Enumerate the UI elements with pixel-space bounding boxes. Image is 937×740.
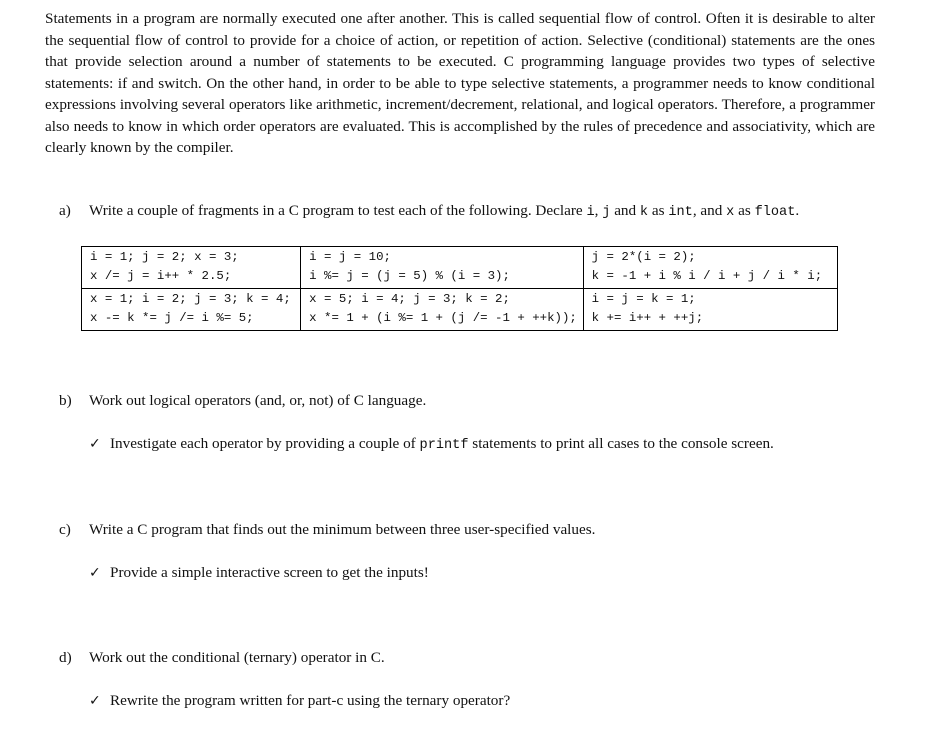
question-c-check-text: Provide a simple interactive screen to get the inputs! — [110, 564, 429, 581]
question-c-check-item — [89, 564, 429, 582]
intro-paragraph: Statements in a program are normally executed one after another. This is called sequential flow of control. Often it is desirable to alter the sequential flow of control to provide for a choice of action, or repetition of action. Selective (conditional) statements are the ones that provide selection around a number of statements to be executed. C programming language provides two types of selective statements: if and switch. On the other hand, in order to be able to type selective statements, a programmer needs to know conditional expressions involving several operators like arithmetic, increment/decrement, relational, and logical operators. Therefore, a programmer also needs to know in which order operators are evaluated. This is accomplished by the rules of precedence and associativity, which are clearly known by the compiler. — [45, 10, 875, 156]
type-float-code: float — [754, 205, 796, 220]
check-mark-icon: ✓ — [89, 693, 101, 709]
code-line: i %= j = (j = 5) % (i = 3); — [309, 269, 510, 283]
question-d-check-text: Rewrite the program written for part-c using the ternary operator? — [110, 692, 511, 709]
code-line: k += i++ + ++j; — [591, 311, 704, 325]
question-d-label: d) — [59, 649, 72, 666]
code-line: j = 2*(i = 2); — [591, 250, 696, 264]
type-int-code: int — [668, 205, 693, 220]
code-line: i = j = 10; — [309, 250, 391, 264]
check-mark-icon: ✓ — [89, 565, 101, 581]
code-line: x /= j = i++ * 2.5; — [90, 269, 232, 283]
fragment-cell — [583, 247, 837, 289]
var-k-code: k — [639, 205, 649, 220]
code-line: k = -1 + i % i / i + j / i * i; — [591, 269, 823, 283]
question-a-text: Write a couple of fragments in a C program to test each of the following. Declare i, j and k as int, and x as float. — [89, 202, 800, 220]
var-x-code: x — [726, 205, 735, 220]
printf-code: printf — [419, 438, 469, 453]
question-b-text: Work out logical operators (and, or, not) of C language. — [89, 392, 427, 409]
check-mark-icon: ✓ — [89, 436, 101, 452]
table-row — [82, 289, 838, 331]
code-line: i = j = k = 1; — [591, 292, 696, 306]
code-line: i = 1; j = 2; x = 3; — [90, 250, 239, 264]
code-line: x = 1; i = 2; j = 3; k = 4; — [90, 292, 291, 306]
fragment-cell — [82, 289, 301, 331]
question-c-text: Write a C program that finds out the minimum between three user-specified values. — [89, 521, 596, 538]
fragment-cell — [583, 289, 837, 331]
fragment-cell — [82, 247, 301, 289]
table-row — [82, 247, 838, 289]
question-c-label: c) — [59, 521, 71, 538]
fragment-cell — [301, 247, 583, 289]
code-line: x = 5; i = 4; j = 3; k = 2; — [309, 292, 510, 306]
question-d-text: Work out the conditional (ternary) operator in C. — [89, 649, 385, 666]
var-i-code: i — [586, 205, 595, 220]
question-b-check-item: ✓ Investigate each operator by providing a couple of printf statements to print all cases to the console screen. — [89, 435, 774, 453]
code-line: x *= 1 + (i %= 1 + (j /= -1 + ++k)); — [309, 311, 577, 325]
code-fragments-table — [81, 246, 838, 331]
fragment-cell — [301, 289, 583, 331]
var-j-code: j — [602, 205, 611, 220]
question-d-check-item — [89, 692, 510, 710]
code-line: x -= k *= j /= i %= 5; — [90, 311, 254, 325]
question-a-label: a) — [59, 202, 71, 219]
question-b-label: b) — [59, 392, 72, 409]
